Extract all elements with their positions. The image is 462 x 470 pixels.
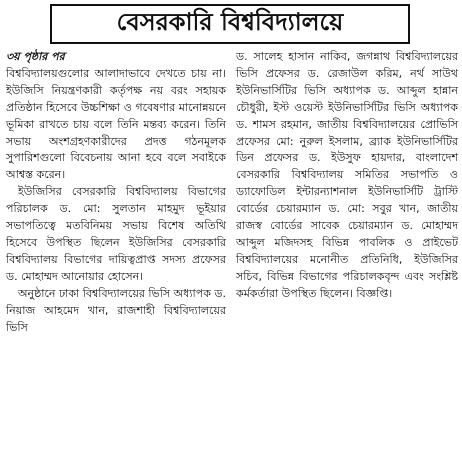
continued-from-label: ৩য় পৃষ্ঠার পর (6, 50, 65, 63)
paragraph: বিশ্ববিদ্যালয়গুলোর আলাদাভাবে দেখতে চায় না। ইউজিসি নিয়ন্ত্রণকারী কর্তৃপক্ষ নয় বরং সহায়ক প্রতিষ্ঠান হিসেবে উচ্চশিক্ষা ও গবেষণার মানোন্নয়নে ভূমিকা রাখতে চায় বলে তিনি মন্তব্য করেন। তিনি সভায় অংশগ্রহণকারীদের প্রদত্ত গঠনমূলক সুপারিশগুলো বিবেচনায় আনা হবে বলে সবাইকে আশ্বস্ত করেন। (6, 66, 226, 182)
headline-box (50, 4, 410, 44)
paragraph: ইউজিসির বেসরকারি বিশ্ববিদ্যালয় বিভাগের পরিচালক ড. মো: সুলতান মাহমুদ ভূইয়ার সভাপতিত্বে মতবিনিময় সভায় বিশেষ অতিথি হিসেবে উপস্থিত ছিলেন ইউজিসির বেসরকারি বিশ্ববিদ্যালয় বিভাগের দায়িত্বপ্রাপ্ত সদস্য প্রফেসর ড. মোহাম্মদ আনোয়ার হোসেন। (6, 185, 226, 283)
article-column-right (236, 49, 458, 303)
headline: বেসরকারি বিশ্ববিদ্যালয়ে (116, 8, 344, 36)
paragraph: অনুষ্ঠানে ঢাকা বিশ্ববিদ্যালয়ের ভিসি অধ্যাপক ড. নিয়াজ আহমেদ খান, রাজশাহী বিশ্ববিদ্যালয়ের ভিসি (6, 286, 226, 334)
article-column-left (6, 49, 226, 336)
paragraph: ড. সালেহ হাসান নাকিব, জগন্নাথ বিশ্ববিদ্যালয়ের ভিসি প্রফেসর ড. রেজাউল করিম, নর্থ সাউথ ইউনিভার্সিটির ভিসি অধ্যাপক ড. আব্দুল হান্নান চৌধুরী, ইস্ট ওয়েস্ট ইউনিভার্সিটির ভিসি অধ্যাপক ড. শামস রহমান, জাতীয় বিশ্ববিদ্যালয়ের প্রোভিসি প্রফেসর মো: নুরুল ইসলাম, ব্র্যাক ইউনিভার্সিটির ডিন প্রফেসর ড. ইউসুফ হায়দার, বাংলাদেশ বেসরকারি বিশ্ববিদ্যালয় সমিতির সভাপতি ও ড্যাফোডিল ইন্টারন্যাশনাল ইউনিভার্সিটি ট্রাস্টি বোর্ডের চেয়ারম্যান ড. মো: সবুর খান, জাতীয় রাজস্ব বোর্ডের সাবেক চেয়ারম্যান ড. মোহাম্মদ আব্দুল মজিদসহ বিভিন্ন পাবলিক ও প্রাইভেট বিশ্ববিদ্যালয়ের মনোনীত প্রতিনিধি, ইউজিসির সচিব, বিভিন্ন বিভাগের পরিচালকবৃন্দ এবং সংশ্লিষ্ট কর্মকর্তারা উপস্থিত ছিলেন। বিজ্ঞপ্তি। (236, 50, 458, 300)
